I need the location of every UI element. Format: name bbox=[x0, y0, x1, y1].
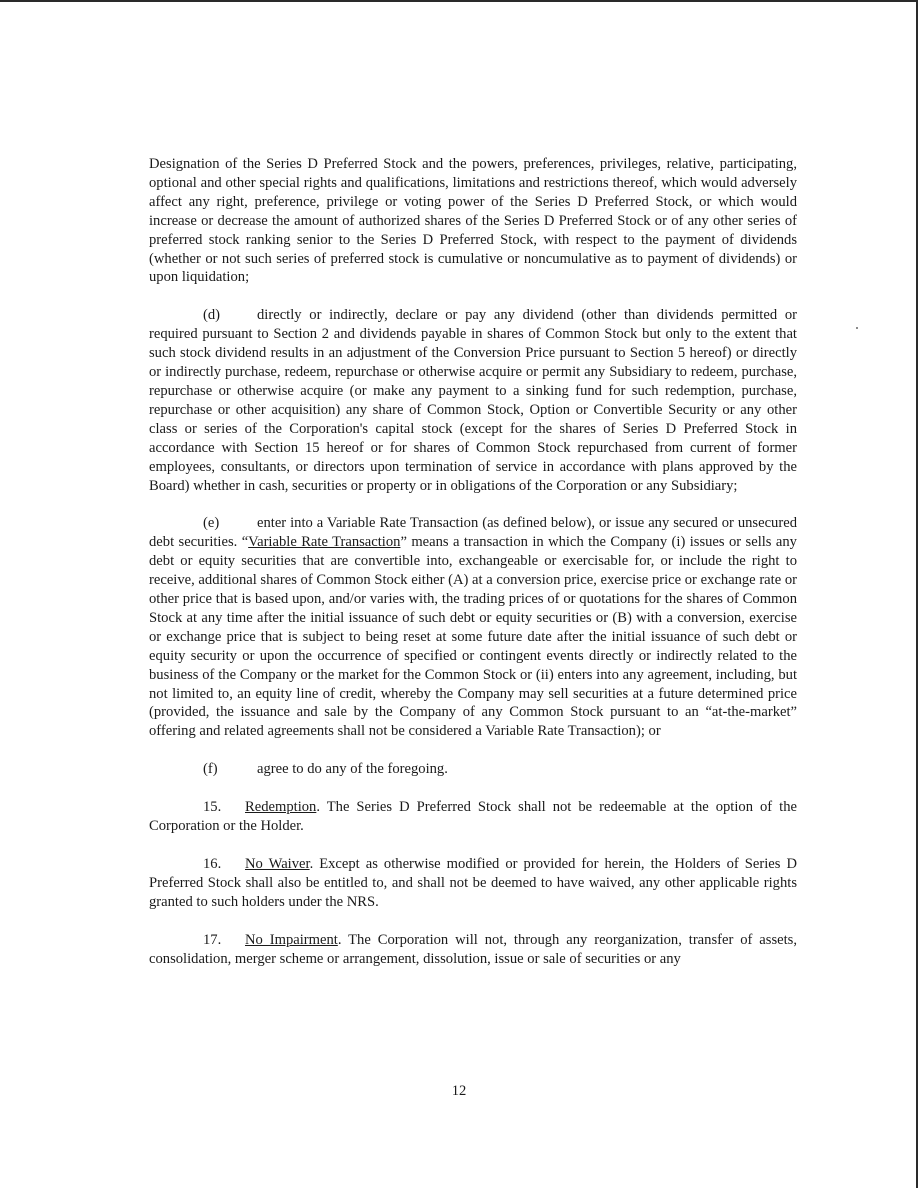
paragraph-c-continuation bbox=[149, 155, 797, 287]
paragraph-e-text-1: enter into a Variable Rate Transaction (as defined below), or issue any secured or unsecured debt securities. “ bbox=[149, 515, 797, 551]
paragraph-f-marker: (f) bbox=[203, 761, 218, 778]
section-16 bbox=[149, 855, 797, 912]
paragraph-e-marker: (e) bbox=[203, 515, 220, 532]
defined-term-variable-rate-transaction: Variable Rate Transaction bbox=[248, 534, 401, 551]
section-15 bbox=[149, 798, 797, 836]
section-15-number: 15. bbox=[203, 799, 222, 816]
section-17 bbox=[149, 931, 797, 969]
section-16-heading: No Waiver bbox=[245, 856, 310, 872]
paragraph-e-text-2: ” means a transaction in which the Company (i) issues or sells any debt or equity securities that are convertible into, exchangeable or exercisable for, or include the right to receive, additional shares of Common Stock either (A) at a conversion price, exercise price or exchange rate or other price that is based upon, and/or varies with, the trading prices of or quotations for the shares of Common Stock at any time after the initial issuance of such debt or equity securities or (B) with a conversion, exercise or exchange price that is subject to being reset at some future date after the initial issuance of such debt or equity security or upon the occurrence of specified or contingent events directly or indirectly related to the business of the Company or the market for the Common Stock or (ii) enters into any agreement, including, but not limited to, an equity line of credit, whereby the Company may sell securities at a future determined price (provided, the issuance and sale by the Company of any Common Stock pursuant to an “at-the-market” offering and related agreements shall not be considered a Variable Rate Transaction); or bbox=[149, 534, 797, 740]
paragraph-c-text: Designation of the Series D Preferred Stock and the powers, preferences, privileges, relative, participating, optional and other special rights and qualifications, limitations and restrictions thereof, which would adversely affect any right, preference, privilege or voting power of the Series D Preferred Stock, or which would increase or decrease the amount of authorized shares of the Series D Preferred Stock or of any other series of preferred stock ranking senior to the Series D Preferred Stock, with respect to the payment of dividends (whether or not such series of preferred stock is cumulative or noncumulative as to payment of dividends) or upon liquidation; bbox=[149, 156, 797, 286]
paragraph-d-marker: (d) bbox=[203, 307, 221, 324]
section-17-number: 17. bbox=[203, 931, 222, 948]
section-17-text: . The Corporation will not, through any reorganization, transfer of assets, consolidation, merger scheme or arrangement, dissolution, issue or sale of securities or any bbox=[149, 931, 797, 967]
paragraph-e bbox=[149, 514, 797, 741]
section-15-text: . The Series D Preferred Stock shall not be redeemable at the option of the Corporation or the Holder. bbox=[149, 799, 797, 835]
page-number: 12 bbox=[451, 1083, 467, 1099]
section-17-heading: No Impairment bbox=[245, 931, 338, 948]
paragraph-d-text: directly or indirectly, declare or pay any dividend (other than dividends permitted or required pursuant to Section 2 and dividends payable in shares of Common Stock but only to the extent that such stock dividend results in an adjustment of the Conversion Price pursuant to Section 5 hereof) or directly or indirectly purchase, redeem, repurchase or otherwise acquire or permit any Subsidiary to redeem, purchase, repurchase or otherwise acquire (or make any payment to a sinking fund for such redemption, purchase, repurchase or other acquisition) any share of Common Stock, Option or Convertible Security or any other class or series of the Corporation's capital stock (except for the shares of Series D Preferred Stock in accordance with Section 15 hereof or for shares of Common Stock repurchased from current of former employees, consultants, or directors upon termination of service in accordance with plans approved by the Board) whether in cash, securities or property or in obligations of the Corporation or any Subsidiary; bbox=[149, 307, 797, 494]
paragraph-d bbox=[149, 306, 797, 495]
scan-speck bbox=[856, 327, 858, 329]
section-16-text: . Except as otherwise modified or provided for herein, the Holders of Series D Preferred Stock shall also be entitled to, and shall not be deemed to have waived, any other applicable rights granted to such holders under the NRS. bbox=[149, 856, 798, 910]
paragraph-f-text: agree to do any of the foregoing. bbox=[257, 761, 448, 778]
paragraph-f bbox=[149, 760, 797, 779]
section-16-number: 16. bbox=[203, 856, 222, 872]
document-body bbox=[149, 155, 797, 988]
section-15-heading: Redemption bbox=[245, 799, 317, 816]
